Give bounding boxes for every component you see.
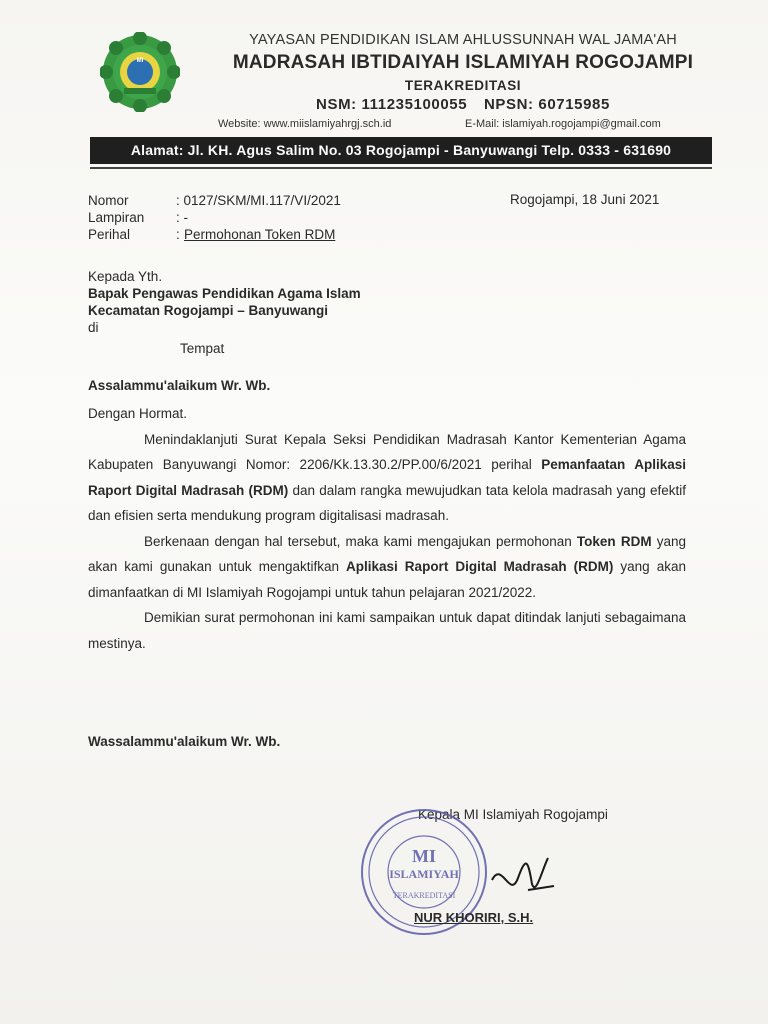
website-link[interactable]: Website: www.miislamiyahrgj.sch.id [218,118,392,130]
stamp-lower-text: TERAKREDITASI [392,891,456,900]
signer-name: NUR KHORIRI, S.H. [414,910,534,925]
contacts [218,118,661,130]
paragraph-2 [88,529,686,606]
school-logo [100,32,180,112]
email-link[interactable]: E-Mail: islamiyah.rogojampi@gmail.com [465,118,661,130]
paragraph-3: Demikian surat permohonan ini kami sampaikan untuk dapat ditindak lanjuti sebagaimana mestinya. [88,610,686,651]
p1-text-c: dan dalam rangka mewujudkan tata kelola madrasah yang efektif dan efisien serta mendukung program digitalisasi madrasah. [88,482,686,523]
lampiran-value: : - [176,210,188,225]
npsn-number: NPSN: 60715985 [483,96,610,113]
letter-date: Rogojampi, 18 Juni 2021 [510,192,660,207]
perihal-value: Permohonan Token RDM [184,227,336,242]
p1-text-a: Menindaklanjuti Surat Kepala Seksi Pendidikan Madrasah Kantor Kementerian Agama Kabupaten Banyuwangi Nomor: 2206/Kk.13.30.2/PP.00/6/2021 perihal [88,431,686,472]
letter-meta [88,192,341,243]
p2-text-b: Token RDM [576,533,652,549]
registration-numbers [190,95,736,115]
recipient-line-5: Tempat [180,341,225,356]
letterhead [190,30,736,115]
header-divider [90,167,712,169]
stamp-center-text: MI [412,846,436,866]
p2-text-d: Aplikasi Raport Digital Madrasah (RDM) [346,559,614,574]
p2-text-c: yang akan kami gunakan untuk mengaktifkan [88,533,686,574]
signer-title: Kepala MI Islamiyah Rogojampi [418,807,608,822]
recipient-line-2: Bapak Pengawas Pendidikan Agama Islam [88,286,361,301]
recipient-block [88,268,361,357]
salutation: Dengan Hormat. [88,406,188,421]
perihal-colon: : [176,227,180,242]
meta-lampiran [88,209,341,226]
recipient-line-4: di [88,320,99,335]
recipient-line-1: Kepada Yth. [88,269,163,284]
nomor-label: Nomor [88,193,129,208]
closing: Wassalammu'alaikum Wr. Wb. [88,734,281,749]
perihal-label: Perihal [88,227,131,242]
meta-perihal [88,226,341,243]
greeting: Assalammu'alaikum Wr. Wb. [88,378,271,393]
accreditation: TERAKREDITASI [404,78,522,93]
nsm-number: NSM: 111235100055 [316,96,468,113]
foundation-name: YAYASAN PENDIDIKAN ISLAM AHLUSSUNNAH WAL JAMA'AH [249,32,677,48]
handwritten-signature [488,840,558,910]
paragraph-1 [88,427,686,529]
nomor-value: : 0127/SKM/MI.117/VI/2021 [176,193,341,208]
recipient-line-3: Kecamatan Rogojampi – Banyuwangi [88,303,329,318]
stamp-middle-text: ISLAMIYAH [389,867,459,881]
letter-body [88,401,686,656]
logo-text: MI [136,58,144,64]
school-name: MADRASAH IBTIDAIYAH ISLAMIYAH ROGOJAMPI [232,52,694,73]
p1-text-b: Pemanfaatan Aplikasi Raport Digital Madrasah (RDM) [88,457,687,498]
p2-text-a: Berkenaan dengan hal tersebut, maka kami mengajukan permohonan [144,533,577,549]
meta-nomor [88,192,341,209]
p2-text-e: yang akan dimanfaatkan di MI Islamiyah Rogojampi untuk tahun pelajaran 2021/2022. [88,559,686,600]
address-bar: Alamat: Jl. KH. Agus Salim No. 03 Rogojampi - Banyuwangi Telp. 0333 - 631690 [90,137,712,164]
lampiran-label: Lampiran [88,210,145,225]
